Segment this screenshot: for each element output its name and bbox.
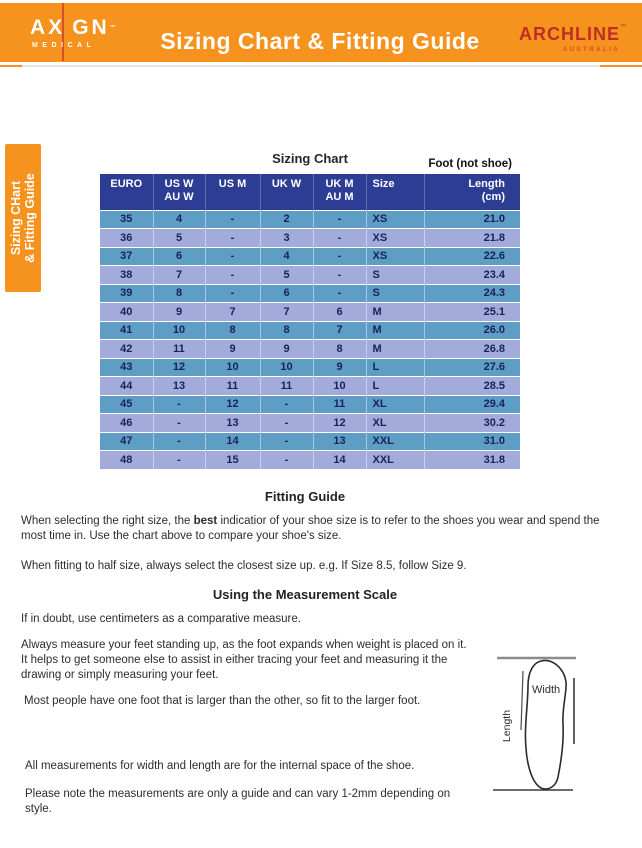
table-cell: 26.8	[424, 340, 520, 359]
table-cell: 7	[205, 303, 260, 322]
table-cell: 5	[260, 266, 313, 285]
foot-outline	[525, 660, 566, 789]
column-header-size: Size	[366, 174, 424, 210]
table-cell: 7	[153, 266, 205, 285]
measurement-paragraph-1: If in doubt, use centimeters as a comparative measure.	[21, 613, 301, 625]
measurement-scale-heading: Using the Measurement Scale	[212, 587, 398, 602]
table-cell: 11	[260, 377, 313, 396]
table-cell: 21.0	[424, 210, 520, 229]
table-cell: -	[153, 395, 205, 414]
table-cell: 6	[260, 284, 313, 303]
table-row	[100, 303, 520, 322]
table-cell: 43	[100, 358, 153, 377]
table-cell: -	[205, 247, 260, 266]
side-tab-line1: Sizing CHart	[9, 180, 23, 256]
table-cell: 12	[153, 358, 205, 377]
table-cell: -	[260, 451, 313, 470]
column-header-length: Length (cm)	[424, 174, 520, 210]
table-cell: 41	[100, 321, 153, 340]
table-cell: 22.6	[424, 247, 520, 266]
side-tab-sizing-chart	[5, 144, 41, 292]
table-cell: 29.4	[424, 395, 520, 414]
table-row	[100, 358, 520, 377]
axign-logo-text: AX GN™	[30, 16, 119, 39]
table-row	[100, 229, 520, 248]
table-row	[100, 266, 520, 285]
table-row	[100, 432, 520, 451]
table-cell: 31.0	[424, 432, 520, 451]
table-cell: -	[313, 229, 366, 248]
table-cell: 10	[205, 358, 260, 377]
trademark-symbol: ™	[109, 25, 119, 31]
table-cell: 14	[205, 432, 260, 451]
table-cell: 6	[313, 303, 366, 322]
table-cell: 12	[313, 414, 366, 433]
table-cell: 9	[313, 358, 366, 377]
table-cell: 25.1	[424, 303, 520, 322]
table-cell: 12	[205, 395, 260, 414]
table-cell: 45	[100, 395, 153, 414]
table-cell: 8	[313, 340, 366, 359]
column-header-euro: EURO	[100, 174, 153, 210]
header-bar	[0, 3, 642, 62]
table-cell: -	[260, 432, 313, 451]
table-cell: -	[153, 414, 205, 433]
table-cell: M	[366, 321, 424, 340]
column-header-ukm: UK M AU M	[313, 174, 366, 210]
table-cell: S	[366, 284, 424, 303]
table-cell: -	[313, 210, 366, 229]
table-cell: 48	[100, 451, 153, 470]
table-cell: 11	[153, 340, 205, 359]
table-row	[100, 340, 520, 359]
paragraph-text: When selecting the right size, the	[21, 515, 194, 527]
table-row	[100, 284, 520, 303]
page-title: Sizing Chart & Fitting Guide	[160, 28, 480, 54]
table-cell: 21.8	[424, 229, 520, 248]
table-cell: 35	[100, 210, 153, 229]
sizing-table-body	[100, 210, 520, 469]
table-cell: 10	[313, 377, 366, 396]
table-cell: -	[313, 247, 366, 266]
table-cell: -	[260, 414, 313, 433]
table-cell: -	[313, 266, 366, 285]
table-cell: 11	[313, 395, 366, 414]
table-cell: XXL	[366, 432, 424, 451]
table-cell: S	[366, 266, 424, 285]
trademark-symbol: ™	[620, 24, 626, 30]
table-cell: -	[205, 266, 260, 285]
sizing-table-header	[100, 174, 520, 210]
diagram-left-line	[521, 671, 523, 730]
measurement-paragraph-4: All measurements for width and length are for the internal space of the shoe.	[25, 760, 415, 772]
table-row	[100, 414, 520, 433]
table-cell: XL	[366, 414, 424, 433]
table-cell: 5	[153, 229, 205, 248]
table-cell: 31.8	[424, 451, 520, 470]
table-cell: 46	[100, 414, 153, 433]
table-cell: 7	[313, 321, 366, 340]
table-cell: 26.0	[424, 321, 520, 340]
table-cell: 8	[260, 321, 313, 340]
column-header-usm: US M	[205, 174, 260, 210]
table-cell: 37	[100, 247, 153, 266]
table-cell: XS	[366, 210, 424, 229]
table-row	[100, 247, 520, 266]
table-cell: L	[366, 377, 424, 396]
measurement-paragraph-5: Please note the measurements are only a guide and can vary 1-2mm depending on style.	[25, 788, 451, 815]
table-cell: 47	[100, 432, 153, 451]
fitting-guide-paragraph-2: When fitting to half size, always select the closest size up. e.g. If Size 8.5, follow Size 9.	[21, 560, 467, 572]
foot-measurement-diagram	[488, 644, 640, 806]
table-cell: 38	[100, 266, 153, 285]
sizing-table	[100, 174, 520, 469]
measurement-paragraph-3: Most people have one foot that is larger than the other, so fit to the larger foot.	[24, 695, 421, 707]
length-label: Length	[501, 709, 513, 743]
table-cell: 13	[153, 377, 205, 396]
table-cell: 9	[205, 340, 260, 359]
table-cell: L	[366, 358, 424, 377]
table-cell: -	[205, 284, 260, 303]
paragraph-bold-text: best	[193, 515, 218, 527]
table-cell: 24.3	[424, 284, 520, 303]
paragraph-text: indicatior of your shoe size is to refer to the shoes you wear and spend the most time in. Use the chart above to compare your shoe's size.	[21, 515, 600, 542]
header-underline-left	[0, 65, 22, 67]
table-cell: 6	[153, 247, 205, 266]
table-cell: XS	[366, 229, 424, 248]
table-cell: 39	[100, 284, 153, 303]
axign-logo	[30, 17, 119, 49]
table-cell: 42	[100, 340, 153, 359]
table-cell: 14	[313, 451, 366, 470]
table-cell: 2	[260, 210, 313, 229]
table-cell: -	[153, 432, 205, 451]
table-cell: -	[205, 210, 260, 229]
axign-logo-subtext: MEDICAL	[32, 42, 96, 49]
table-cell: 4	[153, 210, 205, 229]
table-cell: 36	[100, 229, 153, 248]
table-cell: XXL	[366, 451, 424, 470]
foot-not-shoe-label: Foot (not shoe)	[428, 158, 512, 170]
table-cell: M	[366, 303, 424, 322]
table-cell: 15	[205, 451, 260, 470]
table-cell: 40	[100, 303, 153, 322]
table-cell: 9	[260, 340, 313, 359]
table-cell: 27.6	[424, 358, 520, 377]
fitting-guide-heading: Fitting Guide	[264, 489, 346, 504]
table-cell: 9	[153, 303, 205, 322]
measurement-paragraph-2: Always measure your feet standing up, as the foot expands when weight is placed on it. It helps to get someone else to assist in either tracing your feet and measuring it the drawing or simply measuring your feet.	[21, 639, 467, 681]
table-cell: 4	[260, 247, 313, 266]
table-cell: 10	[153, 321, 205, 340]
archline-logo-subtext: AUSTRALIA	[562, 46, 620, 53]
side-tab-label	[5, 144, 41, 292]
table-cell: 8	[205, 321, 260, 340]
table-cell: XL	[366, 395, 424, 414]
table-cell: M	[366, 340, 424, 359]
column-header-usw: US W AU W	[153, 174, 205, 210]
archline-logo-text: ARCHLINE	[519, 24, 620, 44]
header-underline-middle	[22, 65, 600, 67]
table-cell: 44	[100, 377, 153, 396]
table-cell: 3	[260, 229, 313, 248]
table-row	[100, 451, 520, 470]
table-cell: 13	[313, 432, 366, 451]
table-cell: -	[313, 284, 366, 303]
table-cell: 28.5	[424, 377, 520, 396]
table-row	[100, 321, 520, 340]
table-cell: -	[205, 229, 260, 248]
fitting-guide-paragraph-1	[21, 514, 623, 544]
table-cell: 13	[205, 414, 260, 433]
table-cell: -	[153, 451, 205, 470]
table-row	[100, 210, 520, 229]
table-cell: 10	[260, 358, 313, 377]
table-cell: 8	[153, 284, 205, 303]
column-header-ukw: UK W	[260, 174, 313, 210]
table-cell: -	[260, 395, 313, 414]
archline-logo	[519, 24, 626, 53]
table-cell: 23.4	[424, 266, 520, 285]
width-label: Width	[532, 684, 561, 696]
table-cell: 30.2	[424, 414, 520, 433]
table-row	[100, 395, 520, 414]
sizing-chart-title: Sizing Chart	[272, 151, 348, 166]
table-row	[100, 377, 520, 396]
side-tab-line2: & Fitting Guide	[23, 173, 37, 263]
header-underline-right	[600, 65, 642, 67]
table-cell: XS	[366, 247, 424, 266]
table-cell: 7	[260, 303, 313, 322]
table-cell: 11	[205, 377, 260, 396]
